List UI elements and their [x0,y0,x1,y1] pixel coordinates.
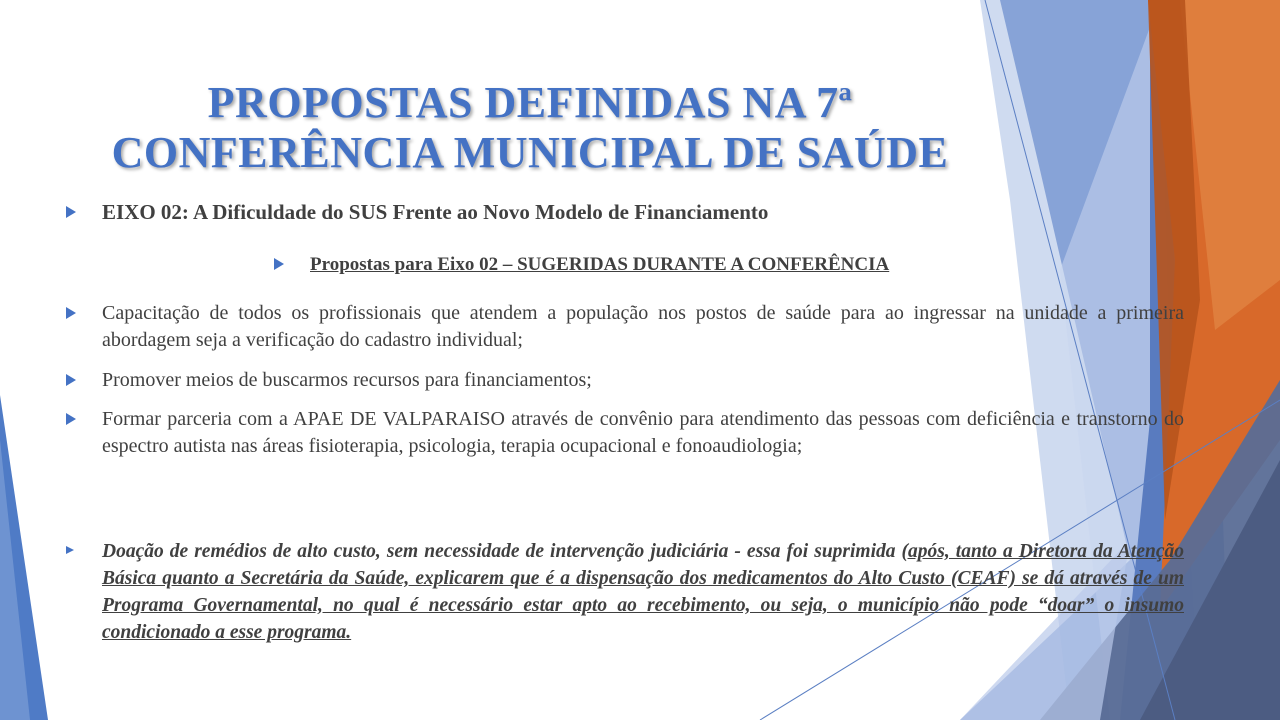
proposal-item [66,406,1184,460]
proposal-item [66,367,1184,394]
suppressed-proposal-item [66,538,1184,646]
title-line-2: CONFERÊNCIA MUNICIPAL DE SAÚDE [111,128,949,177]
title-line-1: PROPOSTAS DEFINIDAS NA 7ª [207,78,853,127]
suppressed-note: (após, tanto a Diretora da Atenção Básica quanto a Secretária da Saúde, explicarem que é a dispensação dos medicamentos do Alto Custo (CEAF) se dá através de um Programa Governamental, no qual é necessário estar apto ao recebimento, ou seja, o município não pode “doar” o insumo condicionado a esse programa. [102,541,1184,643]
eixo-heading [66,199,966,226]
proposal-text: Promover meios de buscarmos recursos para financiamentos; [102,369,592,391]
bullet-arrow-icon [66,413,76,425]
propostas-subheading [274,251,994,278]
propostas-subheading-text: Propostas para Eixo 02 – SUGERIDAS DURANTE A CONFERÊNCIA [310,254,890,275]
proposal-item [66,300,1184,354]
proposal-text: Capacitação de todos os profissionais que atendem a população nos postos de saúde para ao ingressar na unidade a primeira abordagem seja a verificação do cadastro individual; [102,302,1184,351]
bullet-arrow-icon [66,374,76,386]
suppressed-proposal-text [66,538,1184,646]
slide-title [90,78,970,178]
proposal-text: Formar parceria com a APAE DE VALPARAISO através de convênio para atendimento das pessoas com deficiência e transtorno do espectro autista nas áreas fisioterapia, psicologia, terapia ocupacional e fonoaudiologia; [102,408,1184,457]
bullet-arrow-icon [274,258,284,270]
small-arrow-bullet-icon [66,546,74,554]
bullet-arrow-icon [66,206,76,218]
bullet-arrow-icon [66,307,76,319]
eixo-heading-text: EIXO 02: A Dificuldade do SUS Frente ao Novo Modelo de Financiamento [102,200,769,224]
suppressed-lead: Doação de remédios de alto custo, sem necessidade de intervenção judiciária - essa foi suprimida [102,541,902,562]
